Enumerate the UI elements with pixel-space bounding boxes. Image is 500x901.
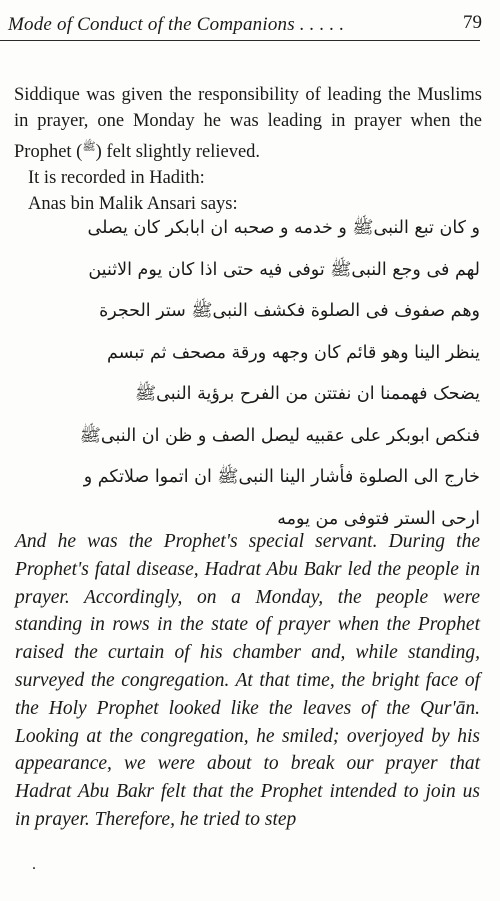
arabic-line: فنکص ابوبکر علی عقبیه لیصل الصف و ظن ان النبیﷺ [79, 425, 480, 446]
arabic-line: وهم صفوف فی الصلوة فکشف النبیﷺ ستر الحجرة [99, 301, 480, 321]
hadith-intro: It is recorded in Hadith: [28, 168, 205, 189]
english-translation [15, 528, 480, 834]
header-rule [0, 40, 480, 41]
intro-paragraph [14, 82, 482, 217]
page-number: 79 [463, 12, 482, 33]
arabic-line: لهم فی وجع النبیﷺ توفی فیه حتی اذا کان یوم الاثنین [88, 259, 480, 280]
arabic-hadith [40, 208, 480, 540]
arabic-line: ارحی الستر فتوفی من یومه [277, 508, 480, 529]
translation-text: And he was the Prophet's special servant. During the Prophet's fatal disease, Hadrat Abu Bakr led the people in prayer. Accordingly, on a Monday, the people were standing in rows in the state of prayer when the Prophet raised the curtain of his chamber and, while standing, surveyed the congregation. At that time, the bright face of the Holy Prophet looked like the leaves of the Qur'ān. Looking at the congregation, he smiled; overjoyed by his appearance, we were about to break our prayer that Hadrat Abu Bakr felt that the Prophet intended to join us in prayer. Therefore, he tried to step [15, 531, 480, 830]
arabic-line: و كان تبع النبیﷺ و خدمه و صحبه ان ابابکر کان یصلی [87, 218, 480, 238]
intro-line-1 [14, 82, 482, 165]
narrator-line: Anas bin Malik Ansari says: [28, 194, 238, 215]
honorific-glyph: ﷺ [82, 140, 96, 153]
intro-text: Siddique was given the responsibility of leading the Muslims in prayer, one Monday he was leading in prayer when the Prophet ( [14, 85, 482, 163]
arabic-line: ینظر الینا وهو قائم کان وجهه ورقة مصحف ثم تبسم [106, 342, 480, 363]
margin-mark: . [32, 856, 36, 873]
intro-text-end: ) felt slightly relieved. [95, 142, 261, 163]
arabic-line: یضحک فهممنا ان نفتتن من الفرح برؤیة النبیﷺ [135, 384, 480, 404]
arabic-line: خارج الی الصلوة فأشار الینا النبیﷺ ان اتموا صلاتکم و [83, 467, 480, 487]
running-title: Mode of Conduct of the Companions . . . . . [8, 14, 345, 35]
